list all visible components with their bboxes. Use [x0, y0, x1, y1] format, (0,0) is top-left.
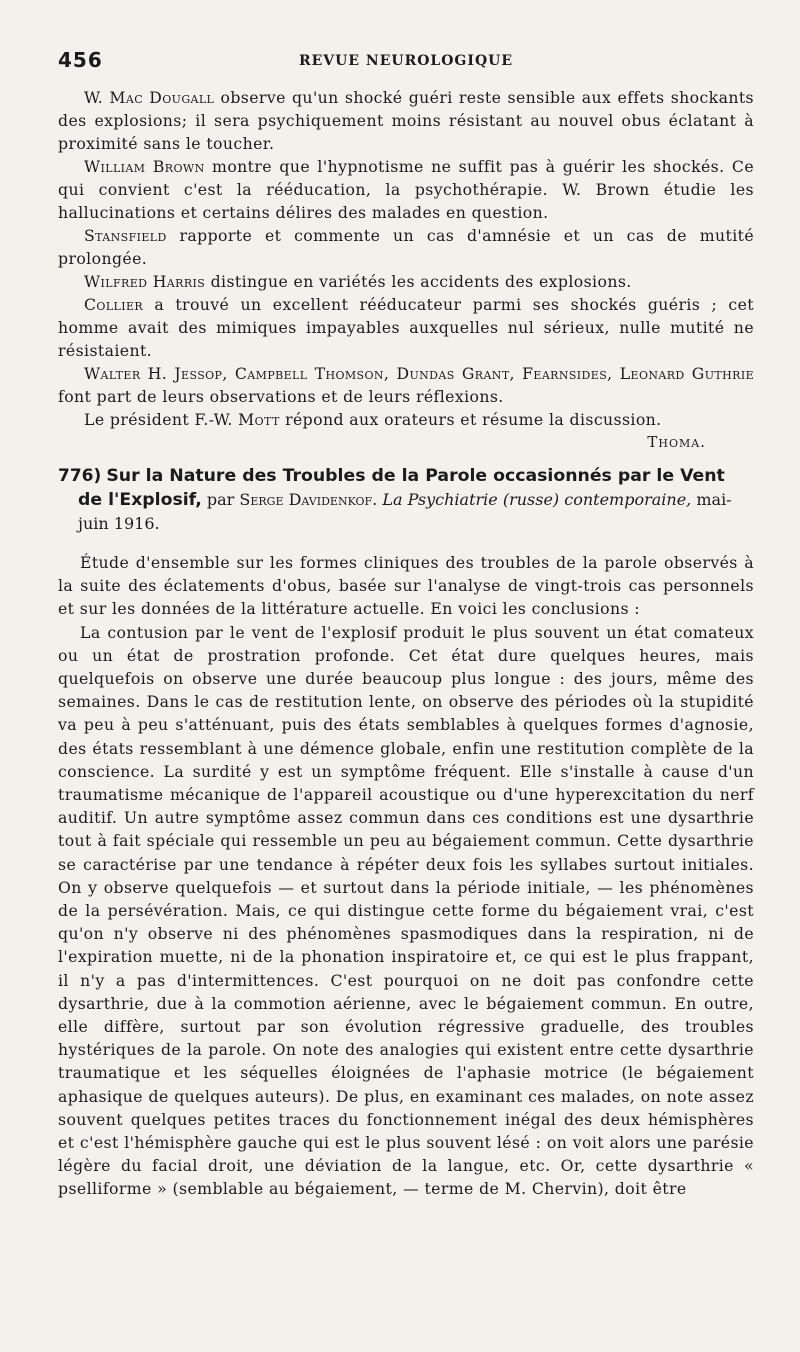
page-header: [58, 48, 754, 78]
article-by: par: [201, 490, 240, 509]
abstract-paragraph-1: Étude d'ensemble sur les formes cliniques des troubles de la parole observés à la suite des éclatements d'obus, basée sur l'analyse de vingt-trois cas personnels et sur les données de la littérature actuelle. En voici les conclusions :: [58, 553, 754, 619]
article-title: Sur la Nature des Troubles de la Parole occasionnés par le Vent de l'Explosif,: [78, 466, 725, 510]
article-date: mai-juin 1916.: [78, 490, 732, 533]
reviewer-signature: Thoma.: [647, 433, 706, 451]
author-name: Stansfield: [84, 226, 167, 245]
paragraph-text: montre que l'hypnotisme ne suffit pas à guérir les shockés. Ce qui convient c'est la rééducation, la psychothérapie. W. Brown étudie les hallucinations et certains délires des malades en question.: [58, 157, 755, 222]
paragraph-wilfred-harris: [58, 270, 754, 293]
paragraph-jessop-group: [58, 362, 754, 408]
paragraph-mott: [58, 408, 754, 431]
article-author: Serge Davidenkof: [239, 490, 373, 509]
author-name: William Brown: [84, 157, 205, 176]
paragraph-stansfield: [58, 224, 754, 270]
article-journal: La Psychiatrie (russe) contemporaine,: [382, 490, 692, 509]
paragraph-collier: [58, 293, 754, 362]
paragraph-text: a trouvé un excellent rééducateur parmi ses shockés guéris ; cet homme avait des mimiques impayables auxquelles nul sérieux, nulle mutité ne résistaient.: [58, 295, 754, 360]
author-name: Wilfred Harris: [84, 272, 206, 291]
paragraph-text: distingue en variétés les accidents des explosions.: [205, 272, 632, 291]
author-name: Mott: [238, 410, 280, 429]
paragraph-text: rapporte et commente un cas d'amnésie et un cas de mutité prolongée.: [58, 226, 754, 268]
author-name: Collier: [84, 295, 144, 314]
paragraph-text: répond aux orateurs et résume la discussion.: [279, 410, 662, 429]
paragraph-william-brown: [58, 155, 754, 224]
paragraph-mac-dougall: [58, 86, 754, 155]
abstract-paragraph-2: La contusion par le vent de l'explosif produit le plus souvent un état comateux ou un état de prostration profonde. Cet état dure quelques heures, mais quelquefois on observe une durée beaucoup plus longue : des jours, même des semaines. Dans le cas de restitution lente, on observe des périodes où la stupidité va peu à peu s'atténuant, puis des états semblables à quelques formes d'agnosie, des états ressemblant à une démence globale, enfin une restitution complète de la conscience. La surdité y est un symptôme fréquent. Elle s'installe à cause d'un traumatisme mécanique de l'appareil acoustique ou d'une hyperexcitation du nerf auditif. Un autre symptôme assez commun dans ces conditions est une dysarthrie tout à fait spéciale qui ressemble un peu au bégaiement commun. Cette dysarthrie se caractérise par une tendance à répéter deux fois les syllabes surtout initiales. On y observe quelquefois — et surtout dans la période initiale, — les phénomènes de la persévération. Mais, ce qui distingue cette forme du bégaiement vrai, c'est qu'on n'y observe ni des phénomènes spasmodiques dans la respiration, ni de l'expiration muette, ni de la phonation inspiratoire et, ce qui est le plus frappant, il n'y a pas d'intermittences. C'est pourquoi on ne doit pas confondre cette dysarthrie, due à la commotion aérienne, avec le bégaiement commun. En outre, elle diffère, surtout par son évolution régressive graduelle, des troubles hystériques de la parole. On note des analogies qui existent entre cette dysarthrie traumatique et les séquelles éloignées de l'aphasie motrice (le bégaiement aphasique de quelques auteurs). De plus, en examinant ces malades, on note assez souvent quelques petites traces du fonctionnement inégal des deux hémisphères et c'est l'hémisphère gauche qui est le plus souvent lésé : on voit alors une parésie légère du facial droit, une déviation de la langue, etc. Or, cette dysarthrie « pselliforme » (semblable au bégaiement, — terme de M. Chervin), doit être: [58, 622, 754, 1199]
paragraph-text: font part de leurs observations et de leurs réflexions.: [58, 387, 504, 406]
author-name: W. Mac Dougall: [84, 88, 215, 107]
article-number: 776): [58, 466, 102, 486]
author-names: Walter H. Jessop, Campbell Thomson, Dundas Grant, Fearnsides, Leonard Guthrie: [84, 364, 754, 383]
page-number: 456: [58, 48, 103, 72]
article-after-author: .: [372, 490, 383, 509]
paragraph-prefix: Le président F.-W.: [84, 410, 239, 429]
running-head: REVUE NEUROLOGIQUE: [298, 53, 514, 69]
paragraph-text: observe qu'un shocké guéri reste sensible aux effets shockants des explosions; il sera psychiquement moins résistant au nouvel obus éclatant à proximité sans le toucher.: [58, 88, 754, 153]
article-heading: [58, 464, 754, 535]
